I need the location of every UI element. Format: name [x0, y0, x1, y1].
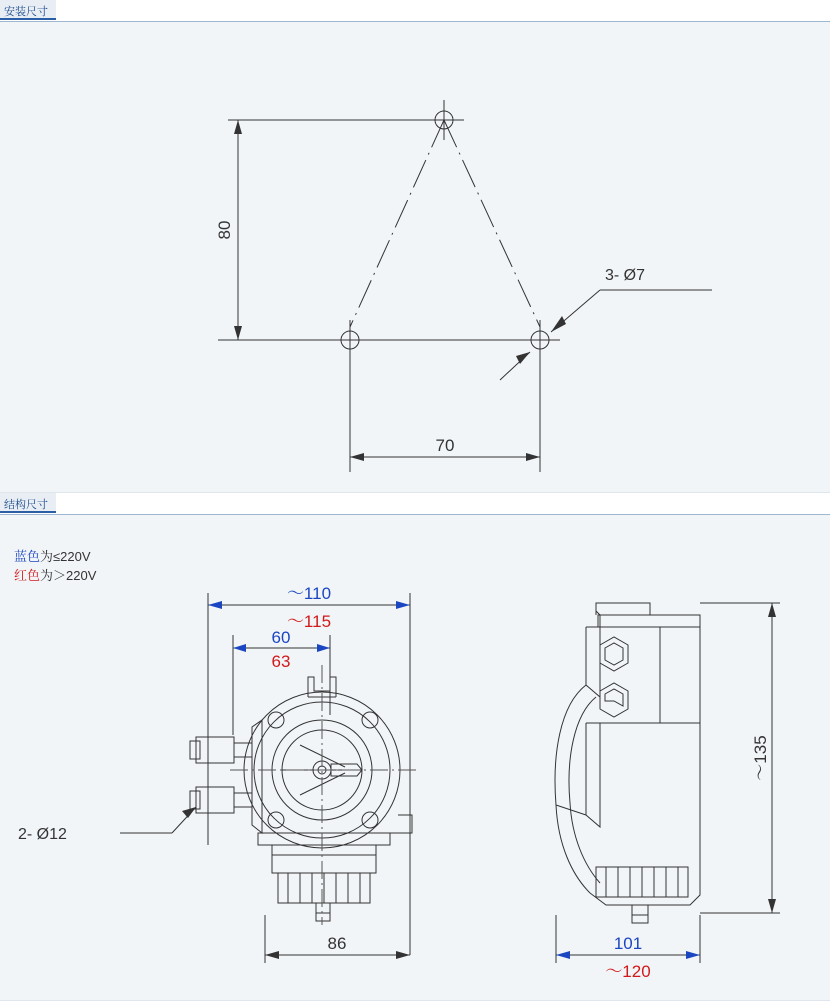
dim-horizontal-70: 70	[435, 436, 455, 455]
legend-blue-label: 蓝色	[14, 549, 41, 564]
section-title-structure: 结构尺寸	[0, 493, 56, 513]
mounting-dimensions-panel	[0, 22, 830, 493]
dim-vertical-80: 80	[215, 220, 234, 240]
dim-conduit-2-d12: 2- Ø12	[18, 826, 67, 843]
dim-depth-blue-101: 101	[613, 934, 643, 953]
legend-red-label: 红色	[14, 568, 41, 583]
section-header-structure	[0, 493, 830, 515]
section-header-mounting	[0, 0, 830, 22]
dim-height-135: ～135	[751, 735, 770, 781]
dim-overall-width-blue: ～110	[286, 584, 332, 603]
structure-drawing	[0, 515, 830, 1000]
dim-holes-3-d7: 3- Ø7	[605, 267, 646, 284]
mounting-drawing	[0, 22, 830, 492]
legend-blue-text: 为≤220V	[40, 549, 91, 564]
dim-depth-red-120: ～120	[605, 962, 651, 981]
dim-inner-width-blue: 60	[271, 628, 291, 647]
dim-inner-width-red: 63	[271, 652, 291, 671]
legend-red-text: 为＞220V	[40, 568, 97, 583]
section-title-mounting: 安装尺寸	[0, 0, 56, 20]
dim-base-width-86: 86	[327, 934, 347, 953]
structure-dimensions-panel	[0, 515, 830, 1001]
dim-overall-width-red: ～115	[286, 612, 332, 631]
